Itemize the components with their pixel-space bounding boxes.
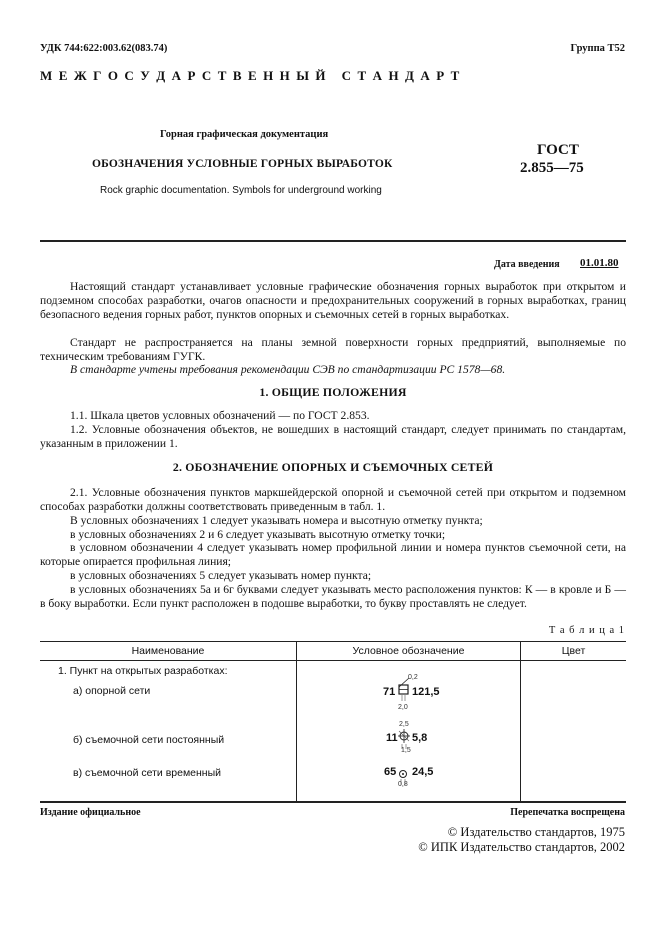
section-2-paragraph-5: в условных обозначениях 5 следует указывать номер пункта; bbox=[70, 569, 372, 582]
doc-title: ОБОЗНАЧЕНИЯ УСЛОВНЫЕ ГОРНЫХ ВЫРАБОТОК bbox=[92, 158, 393, 170]
row-name: а) опорной сети bbox=[73, 685, 151, 697]
section-2-paragraph-2: В условных обозначениях 1 следует указывать номера и высотную отметку пункта; bbox=[70, 514, 483, 527]
section-2-heading: 2. ОБОЗНАЧЕНИЕ ОПОРНЫХ И СЪЕМОЧНЫХ СЕТЕЙ bbox=[172, 460, 494, 474]
table-header-symbol: Условное обозначение bbox=[352, 645, 465, 657]
symbol-bottom-label: 0,8 bbox=[398, 781, 408, 788]
table-col-divider-1 bbox=[296, 641, 297, 801]
gost-label: ГОСТ bbox=[537, 142, 579, 158]
symbol-top-label: 2,5 bbox=[399, 721, 409, 728]
row-name: в) съемочной сети временный bbox=[73, 767, 222, 779]
section-2-paragraph-1: 2.1. Условные обозначения пунктов маркшейдерской опорной и съемочной сетей при открытом и подземном способах разработки должны соответствовать приведенным в табл. 1. bbox=[40, 486, 626, 514]
standard-type: М Е Ж Г О С У Д А Р С Т В Е Н Н Ы Й С Т А Н Д А Р Т bbox=[40, 68, 461, 83]
copyright-2: © ИПК Издательство стандартов, 2002 bbox=[418, 840, 625, 854]
intro-paragraph-1: Настоящий стандарт устанавливает условные графические обозначения горных выработок при открытом и подземном способах разработки, очагов опасности и предохранительных сооружений в горных выработках, границ безопасного ведения горных работ, пунктов опорных и съемочных сетей в горных выработках. bbox=[40, 280, 626, 322]
symbol-bottom-label: 2,0 bbox=[398, 704, 408, 711]
row-name: б) съемочной сети постоянный bbox=[73, 734, 225, 746]
table-header-color: Цвет bbox=[561, 645, 586, 657]
footer-rule bbox=[40, 801, 626, 803]
table-col-divider-2 bbox=[520, 641, 521, 801]
title-divider bbox=[40, 240, 626, 242]
table-group-label: 1. Пункт на открытых разработках: bbox=[58, 665, 228, 677]
symbol-number: 71 bbox=[383, 686, 396, 698]
group-code: Группа Т52 bbox=[570, 43, 625, 54]
symbol-top-label: 0,2 bbox=[408, 674, 418, 681]
reprint-prohibited: Перепечатка воспрещена bbox=[510, 807, 625, 818]
intro-paragraph-3: В стандарте учтены требования рекомендации СЭВ по стандартизации РС 1578—68. bbox=[70, 363, 506, 376]
official-edition: Издание официальное bbox=[40, 807, 141, 818]
date-label: Дата введения bbox=[494, 259, 560, 270]
intro-paragraph-2: Стандарт не распространяется на планы земной поверхности горных предприятий, выполняемые по техническим требованиям ГУГК. bbox=[40, 336, 626, 364]
symbol-value: 24,5 bbox=[412, 766, 434, 778]
section-1-paragraph-2: 1.2. Условные обозначения объектов, не вошедших в настоящий стандарт, следует принимать по стандартам, указанным в приложении 1. bbox=[40, 423, 626, 451]
symbol-number: 11 bbox=[386, 732, 398, 744]
section-2-paragraph-3: в условных обозначениях 2 и 6 следует указывать высотную отметку точки; bbox=[70, 528, 446, 541]
section-2-paragraph-4: в условном обозначении 4 следует указывать номер профильной линии и номера пунктов съемочной сети, на которые опирается профильная линия; bbox=[40, 541, 626, 569]
table-caption: Т а б л и ц а 1 bbox=[548, 625, 625, 636]
gost-number: 2.855—75 bbox=[520, 160, 584, 176]
section-1-paragraph-1: 1.1. Шкала цветов условных обозначений — по ГОСТ 2.853. bbox=[70, 409, 370, 422]
table-header-rule bbox=[40, 660, 626, 661]
table-header-name: Наименование bbox=[131, 645, 205, 657]
section-1-heading: 1. ОБЩИЕ ПОЛОЖЕНИЯ bbox=[259, 385, 407, 399]
copyright-1: © Издательство стандартов, 1975 bbox=[447, 825, 625, 839]
udk-code: УДК 744:622:003.62(083.74) bbox=[40, 43, 168, 54]
doc-english-title: Rock graphic documentation. Symbols for underground working bbox=[100, 185, 382, 196]
symbol-value: 121,5 bbox=[412, 686, 440, 698]
symbol-bottom-label: 1,5 bbox=[401, 747, 411, 754]
date-value: 01.01.80 bbox=[580, 257, 619, 269]
doc-subtitle: Горная графическая документация bbox=[160, 129, 329, 140]
table-top-rule bbox=[40, 641, 626, 642]
symbol-value: 5,8 bbox=[412, 732, 428, 744]
symbol-number: 65 bbox=[384, 766, 397, 778]
section-2-paragraph-6: в условных обозначениях 5а и 6г буквами следует указывать место расположения пунктов: К — в кровле и Б — в боку выработки. Если пункт расположен в подошве выработки, то букву проставлять не следует. bbox=[40, 583, 626, 611]
triangulation-point-icon bbox=[397, 677, 411, 703]
